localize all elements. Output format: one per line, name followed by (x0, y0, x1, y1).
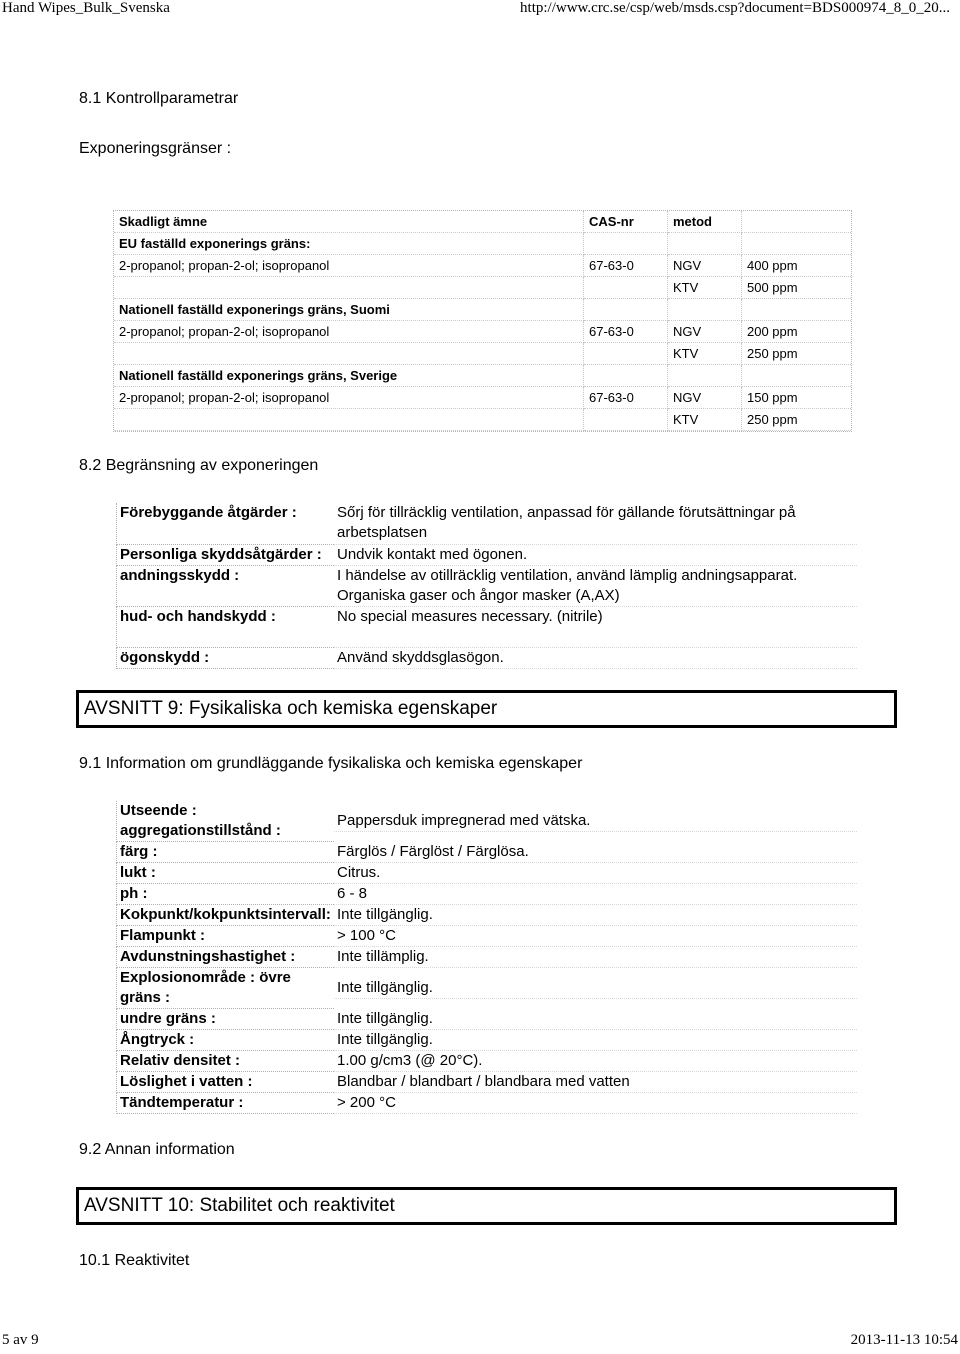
col-header-method: metod (668, 211, 742, 233)
property-label: Relativ densitet : (116, 1051, 334, 1072)
list-item (116, 968, 857, 1009)
property-label: Flampunkt : (116, 926, 334, 947)
property-value: Inte tillämplig. (334, 947, 857, 968)
list-item (116, 607, 857, 648)
property-label: Explosionområde : övre gräns : (116, 968, 334, 1009)
property-value: Undvik kontakt med ögonen. (334, 545, 857, 566)
heading-9-2: 9.2 Annan information (79, 1141, 235, 1158)
document-url[interactable]: http://www.crc.se/csp/web/msds.csp?document=BDS000974_8_0_20... (520, 0, 950, 16)
print-datetime: 2013-11-13 10:54 (850, 1332, 958, 1348)
table-row (114, 365, 851, 387)
list-item (116, 1072, 857, 1093)
list-item (116, 1030, 857, 1051)
list-item (116, 1093, 857, 1114)
list-item (116, 947, 857, 968)
property-value: Inte tillgänglig. (334, 1009, 857, 1030)
table-cell-c2 (584, 409, 668, 431)
property-label: hud- och handskydd : (116, 607, 334, 648)
table-cell-c4 (742, 233, 851, 255)
table-cell-c2 (584, 365, 668, 387)
property-value: Färglös / Färglöst / Färglösa. (334, 842, 857, 863)
list-item (116, 926, 857, 947)
table-row (114, 321, 851, 343)
property-label: ögonskydd : (116, 648, 334, 669)
table-cell-c3: NGV (668, 255, 742, 277)
list-item (116, 1009, 857, 1030)
list-item (116, 566, 857, 607)
heading-10-1: 10.1 Reaktivitet (79, 1252, 190, 1269)
table-row (114, 233, 851, 255)
property-value: Pappersduk impregnerad med vätska. (334, 811, 857, 832)
document-title: Hand Wipes_Bulk_Svenska (2, 0, 170, 16)
property-label: lukt : (116, 863, 334, 884)
table-cell-c4 (742, 299, 851, 321)
table-row (114, 387, 851, 409)
table-cell-c2 (584, 277, 668, 299)
print-footer (0, 1332, 960, 1354)
property-value: 1.00 g/cm3 (@ 20°C). (334, 1051, 857, 1072)
table-header-row (114, 211, 851, 233)
table-cell-c4: 250 ppm (742, 343, 851, 365)
property-value: Inte tillgänglig. (334, 1030, 857, 1051)
table-cell-c4: 200 ppm (742, 321, 851, 343)
table-cell-c2 (584, 299, 668, 321)
property-value: 6 - 8 (334, 884, 857, 905)
col-header-cas: CAS-nr (584, 211, 668, 233)
table-row (114, 409, 851, 431)
list-item (116, 503, 857, 545)
property-label: ph : (116, 884, 334, 905)
table-cell-c1 (114, 277, 584, 299)
exposure-controls-list (116, 503, 857, 669)
list-item (116, 884, 857, 905)
table-cell-c4: 250 ppm (742, 409, 851, 431)
list-item (116, 545, 857, 566)
exposure-limits-subheading: Exponeringsgränser : (79, 140, 232, 157)
table-cell-c1: Nationell faställd exponerings gräns, Suomi (114, 299, 584, 321)
table-cell-c2: 67-63-0 (584, 387, 668, 409)
col-header-value (742, 211, 851, 233)
property-value: > 100 °C (334, 926, 857, 947)
property-value: No special measures necessary. (nitrile) (334, 607, 857, 648)
heading-9-1: 9.1 Information om grundläggande fysikaliska och kemiska egenskaper (79, 755, 583, 772)
table-cell-c3: NGV (668, 321, 742, 343)
list-item (116, 863, 857, 884)
property-label: Utseende : aggregationstillstånd : (116, 801, 334, 842)
property-label: Personliga skyddsåtgärder : (116, 545, 334, 566)
property-value: I händelse av otillräcklig ventilation, använd lämplig andningsapparat. Organiska gaser och ångor masker (A,AX) (334, 566, 857, 607)
property-value: Blandbar / blandbart / blandbara med vatten (334, 1072, 857, 1093)
table-cell-c4: 400 ppm (742, 255, 851, 277)
property-label: Kokpunkt/kokpunktsintervall: (116, 905, 334, 926)
table-cell-c3: KTV (668, 409, 742, 431)
table-row (114, 277, 851, 299)
property-value: Inte tillgänglig. (334, 978, 857, 999)
table-row (114, 255, 851, 277)
print-header (0, 0, 960, 20)
table-cell-c2 (584, 343, 668, 365)
table-cell-c2 (584, 233, 668, 255)
heading-8-2: 8.2 Begränsning av exponeringen (79, 457, 319, 474)
property-label: Avdunstningshastighet : (116, 947, 334, 968)
property-label: Förebyggande åtgärder : (116, 503, 334, 545)
table-cell-c4: 500 ppm (742, 277, 851, 299)
list-item (116, 842, 857, 863)
property-value: Citrus. (334, 863, 857, 884)
table-cell-c2: 67-63-0 (584, 321, 668, 343)
table-cell-c1: Nationell faställd exponerings gräns, Sverige (114, 365, 584, 387)
list-item (116, 1051, 857, 1072)
col-header-substance: Skadligt ämne (114, 211, 584, 233)
list-item (116, 801, 857, 842)
table-body (114, 233, 851, 431)
table-cell-c3 (668, 299, 742, 321)
table-cell-c1 (114, 409, 584, 431)
table-cell-c3 (668, 365, 742, 387)
property-label: Löslighet i vatten : (116, 1072, 334, 1093)
list-item (116, 905, 857, 926)
table-cell-c4: 150 ppm (742, 387, 851, 409)
table-cell-c1 (114, 343, 584, 365)
table-cell-c2: 67-63-0 (584, 255, 668, 277)
table-cell-c1: 2-propanol; propan-2-ol; isopropanol (114, 387, 584, 409)
section-10-title: AVSNITT 10: Stabilitet och reaktivitet (76, 1187, 897, 1225)
table-cell-c3: NGV (668, 387, 742, 409)
exposure-limits-table (113, 210, 852, 432)
property-value: Inte tillgänglig. (334, 905, 857, 926)
property-label: Ångtryck : (116, 1030, 334, 1051)
table-cell-c3 (668, 233, 742, 255)
property-value: Använd skyddsglasögon. (334, 648, 857, 669)
property-label: andningsskydd : (116, 566, 334, 607)
table-row (114, 343, 851, 365)
property-label: färg : (116, 842, 334, 863)
list-item (116, 648, 857, 669)
property-label: Tändtemperatur : (116, 1093, 334, 1114)
table-row (114, 299, 851, 321)
table-cell-c1: EU faställd exponerings gräns: (114, 233, 584, 255)
table-cell-c3: KTV (668, 277, 742, 299)
section-9-title: AVSNITT 9: Fysikaliska och kemiska egenskaper (76, 690, 897, 728)
property-value: Sőrj för tillräcklig ventilation, anpassad för gällande förutsättningar på arbetsplatsen (334, 503, 857, 545)
table-cell-c1: 2-propanol; propan-2-ol; isopropanol (114, 255, 584, 277)
table-cell-c4 (742, 365, 851, 387)
page-number: 5 av 9 (2, 1332, 39, 1348)
physical-properties-list (116, 801, 857, 1114)
heading-8-1: 8.1 Kontrollparametrar (79, 90, 239, 107)
table-cell-c3: KTV (668, 343, 742, 365)
table-cell-c1: 2-propanol; propan-2-ol; isopropanol (114, 321, 584, 343)
property-label: undre gräns : (116, 1009, 334, 1030)
property-value: > 200 °C (334, 1093, 857, 1114)
